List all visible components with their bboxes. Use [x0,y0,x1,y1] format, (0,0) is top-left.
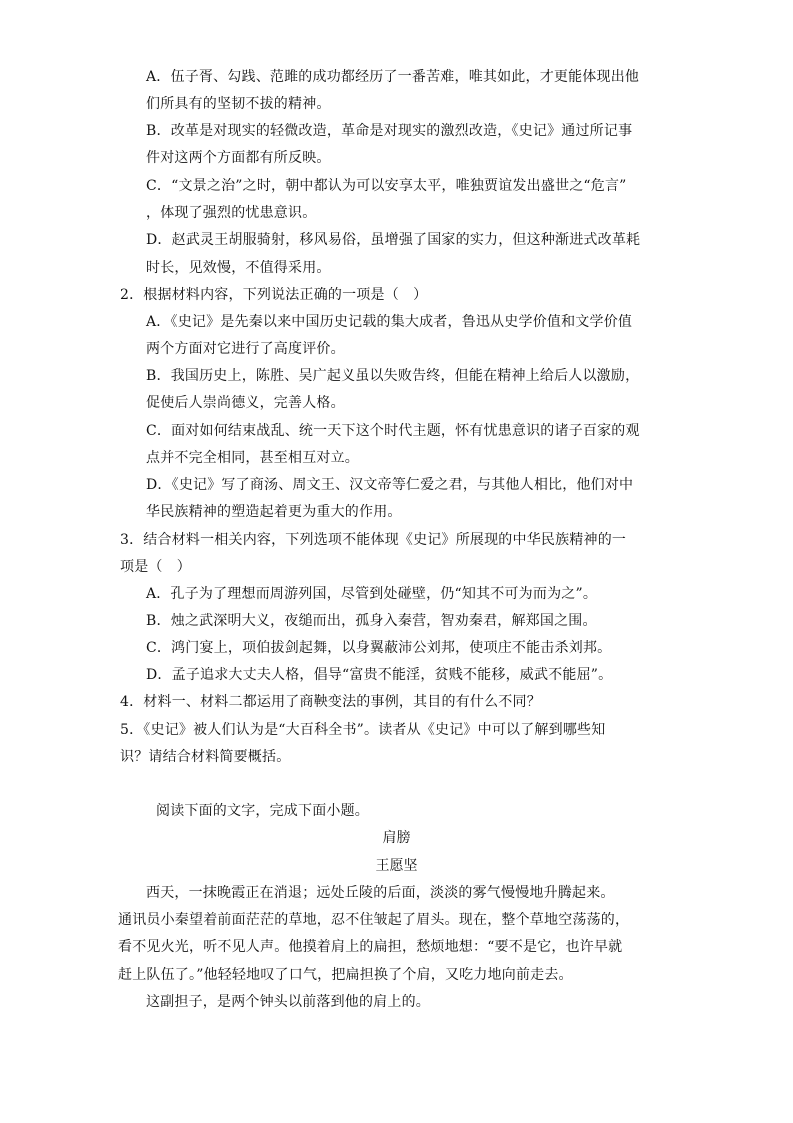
q2-option-a-line1: A．《史记》是先秦以来中国历史记载的集大成者，鲁迅从史学价值和文学价值 [146,314,633,330]
q1-option-a-line2: 们所具有的坚韧不拔的精神。 [146,96,331,112]
passage-p2-line1: 这副担子，是两个钟头以前落到他的肩上的。 [146,994,430,1010]
q2-stem: 2．根据材料内容，下列说法正确的一项是（ ） [120,287,428,303]
q1-option-d-line2: 时长，见效慢，不值得采用。 [146,260,331,276]
q3-stem-line2: 项是（ ） [120,559,191,575]
passage-p1-line1: 西天，一抹晚霞正在消退；远处丘陵的后面，淡淡的雾气慢慢地升腾起来。 [146,885,615,901]
q5-stem-line2: 识？请结合材料简要概括。 [120,749,291,765]
q1-option-b-line2: 件对这两个方面都有所反映。 [146,150,331,166]
passage-p1-line2: 通讯员小秦望着前面茫茫的草地，忍不住皱起了眉头。现在，整个草地空荡荡的， [118,912,630,928]
q1-option-d-line1: D．赵武灵王胡服骑射，移风易俗，虽增强了国家的实力，但这种渐进式改革耗 [146,232,641,248]
q1-option-c-line2: ，体现了强烈的忧患意识。 [146,205,317,221]
q2-option-c-line2: 点并不完全相同，甚至相互对立。 [146,450,359,466]
q2-option-a-line2: 两个方面对它进行了高度评价。 [146,341,345,357]
q5-stem-line1: 5．《史记》被人们认为是“大百科全书”。读者从《史记》中可以了解到哪些知 [120,722,606,738]
q2-option-d-line2: 华民族精神的塑造起着更为重大的作用。 [146,504,402,520]
q3-option-a: A．孔子为了理想而周游列国，尽管到处碰壁，仍“知其不可为而为之”。 [146,586,598,602]
q4-stem: 4．材料一、材料二都运用了商鞅变法的事例，其目的有什么不同？ [120,694,541,710]
q1-option-a-line1: A．伍子胥、勾践、范雎的成功都经历了一番苦难，唯其如此，才更能体现出他 [146,69,640,85]
q2-option-d-line1: D．《史记》写了商汤、周文王、汉文帝等仁爱之君，与其他人相比，他们对中 [146,477,634,493]
q3-option-c: C．鸿门宴上，项伯拔剑起舞，以身翼蔽沛公刘邦，使项庄不能击杀刘邦。 [146,640,612,656]
reading-instruction: 阅读下面的文字，完成下面小题。 [156,803,369,819]
q3-option-b: B．烛之武深明大义，夜缒而出，孤身入秦营，智劝秦君，解郑国之围。 [146,613,597,629]
q1-option-b-line1: B．改革是对现实的轻微改造，革命是对现实的激烈改造，《史记》通过所记事 [146,123,633,139]
passage-author: 王愿坚 [375,858,418,874]
q2-option-b-line1: B．我国历史上，陈胜、吴广起义虽以失败告终，但能在精神上给后人以激励， [146,368,640,384]
q3-option-d: D．孟子追求大丈夫人格，倡导“富贵不能淫，贫贱不能移，威武不能屈”。 [146,667,613,683]
passage-p1-line4: 赶上队伍了。”他轻轻地叹了口气，把扁担换了个肩，又吃力地向前走去。 [118,967,573,983]
q1-option-c-line1: C．“文景之治”之时，朝中都认为可以安享太平，唯独贾谊发出盛世之“危言” [146,178,627,194]
q3-stem-line1: 3．结合材料一相关内容，下列选项不能体现《史记》所展现的中华民族精神的一 [120,532,627,548]
q2-option-b-line2: 促使后人崇尚德义，完善人格。 [146,395,345,411]
q2-option-c-line1: C．面对如何结束战乱、统一天下这个时代主题，怀有忧患意识的诸子百家的观 [146,423,640,439]
passage-title: 肩膀 [382,830,411,846]
passage-p1-line3: 看不见火光，听不见人声。他摸着肩上的扁担，愁烦地想：“要不是它，也许早就 [118,939,623,955]
